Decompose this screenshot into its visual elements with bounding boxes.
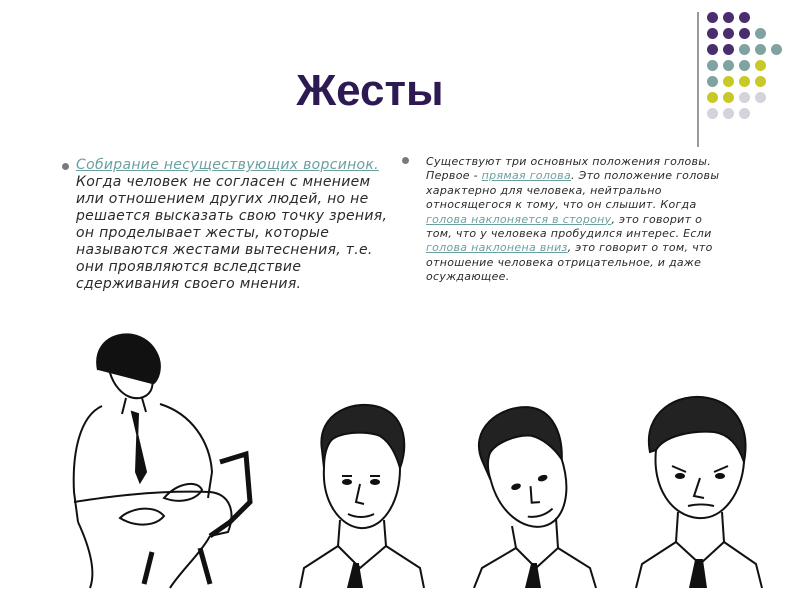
decorative-dot (755, 28, 766, 39)
head-down-illustration (628, 392, 768, 588)
right-text-part: . Это положение головы характерно для человека, нейтрально относящегося к тому, что он слышит. Когда (426, 169, 720, 212)
left-body-text: Когда человек не согласен с мнением или отношением других людей, но не решается высказать свою точку зрения, он проделывает жесты, которые называются жестами вытеснения, т.е. они проявляются вследствие сдерживания своего мнения. (76, 174, 388, 292)
tilted-head-link[interactable]: голова наклоняется в сторону (426, 212, 612, 226)
lint-gesture-link[interactable]: Собирание несуществующих ворсинок. (76, 157, 379, 173)
decorative-dot (739, 76, 750, 87)
decorative-dot (739, 12, 750, 23)
decorative-dot (739, 44, 750, 55)
decorative-dot (739, 28, 750, 39)
decorative-dot (755, 92, 766, 103)
head-tilted-illustration (460, 398, 600, 588)
decorative-dot (707, 12, 718, 23)
decorative-dot (723, 28, 734, 39)
right-text-part: , это говорит о том, что у человека пробудился интерес. Если (426, 212, 712, 241)
decorative-dot (755, 60, 766, 71)
decorative-dot (707, 28, 718, 39)
left-text-block (76, 157, 396, 293)
decorative-dot (739, 108, 750, 119)
decorative-dot (723, 108, 734, 119)
decorative-dot (739, 60, 750, 71)
decorative-dot (755, 76, 766, 87)
head-straight-illustration (296, 398, 426, 588)
decorative-dot (707, 76, 718, 87)
decorative-divider (697, 12, 699, 147)
bullet-left (62, 163, 69, 170)
seated-man-illustration (60, 322, 260, 590)
right-text-part: Существуют три основных положения головы. Первое - (426, 155, 712, 183)
lowered-head-link[interactable]: голова наклонена вниз (426, 241, 568, 255)
straight-head-link[interactable]: прямая голова (481, 169, 572, 183)
right-text-part: , это говорит о том, что отношение человека отрицательное, и даже осуждающее. (426, 241, 713, 284)
decorative-dot (707, 108, 718, 119)
decorative-dot (723, 60, 734, 71)
bullet-right (402, 157, 409, 164)
decorative-dot (739, 92, 750, 103)
decorative-dot (723, 44, 734, 55)
decorative-dot (723, 12, 734, 23)
slide-title: Жесты (296, 66, 444, 115)
right-text-block (426, 155, 726, 285)
decorative-dot (707, 92, 718, 103)
decorative-dot (723, 92, 734, 103)
decorative-dot (771, 44, 782, 55)
decorative-dot (707, 44, 718, 55)
decorative-dot (707, 60, 718, 71)
decorative-dot (755, 44, 766, 55)
decorative-dot (723, 76, 734, 87)
